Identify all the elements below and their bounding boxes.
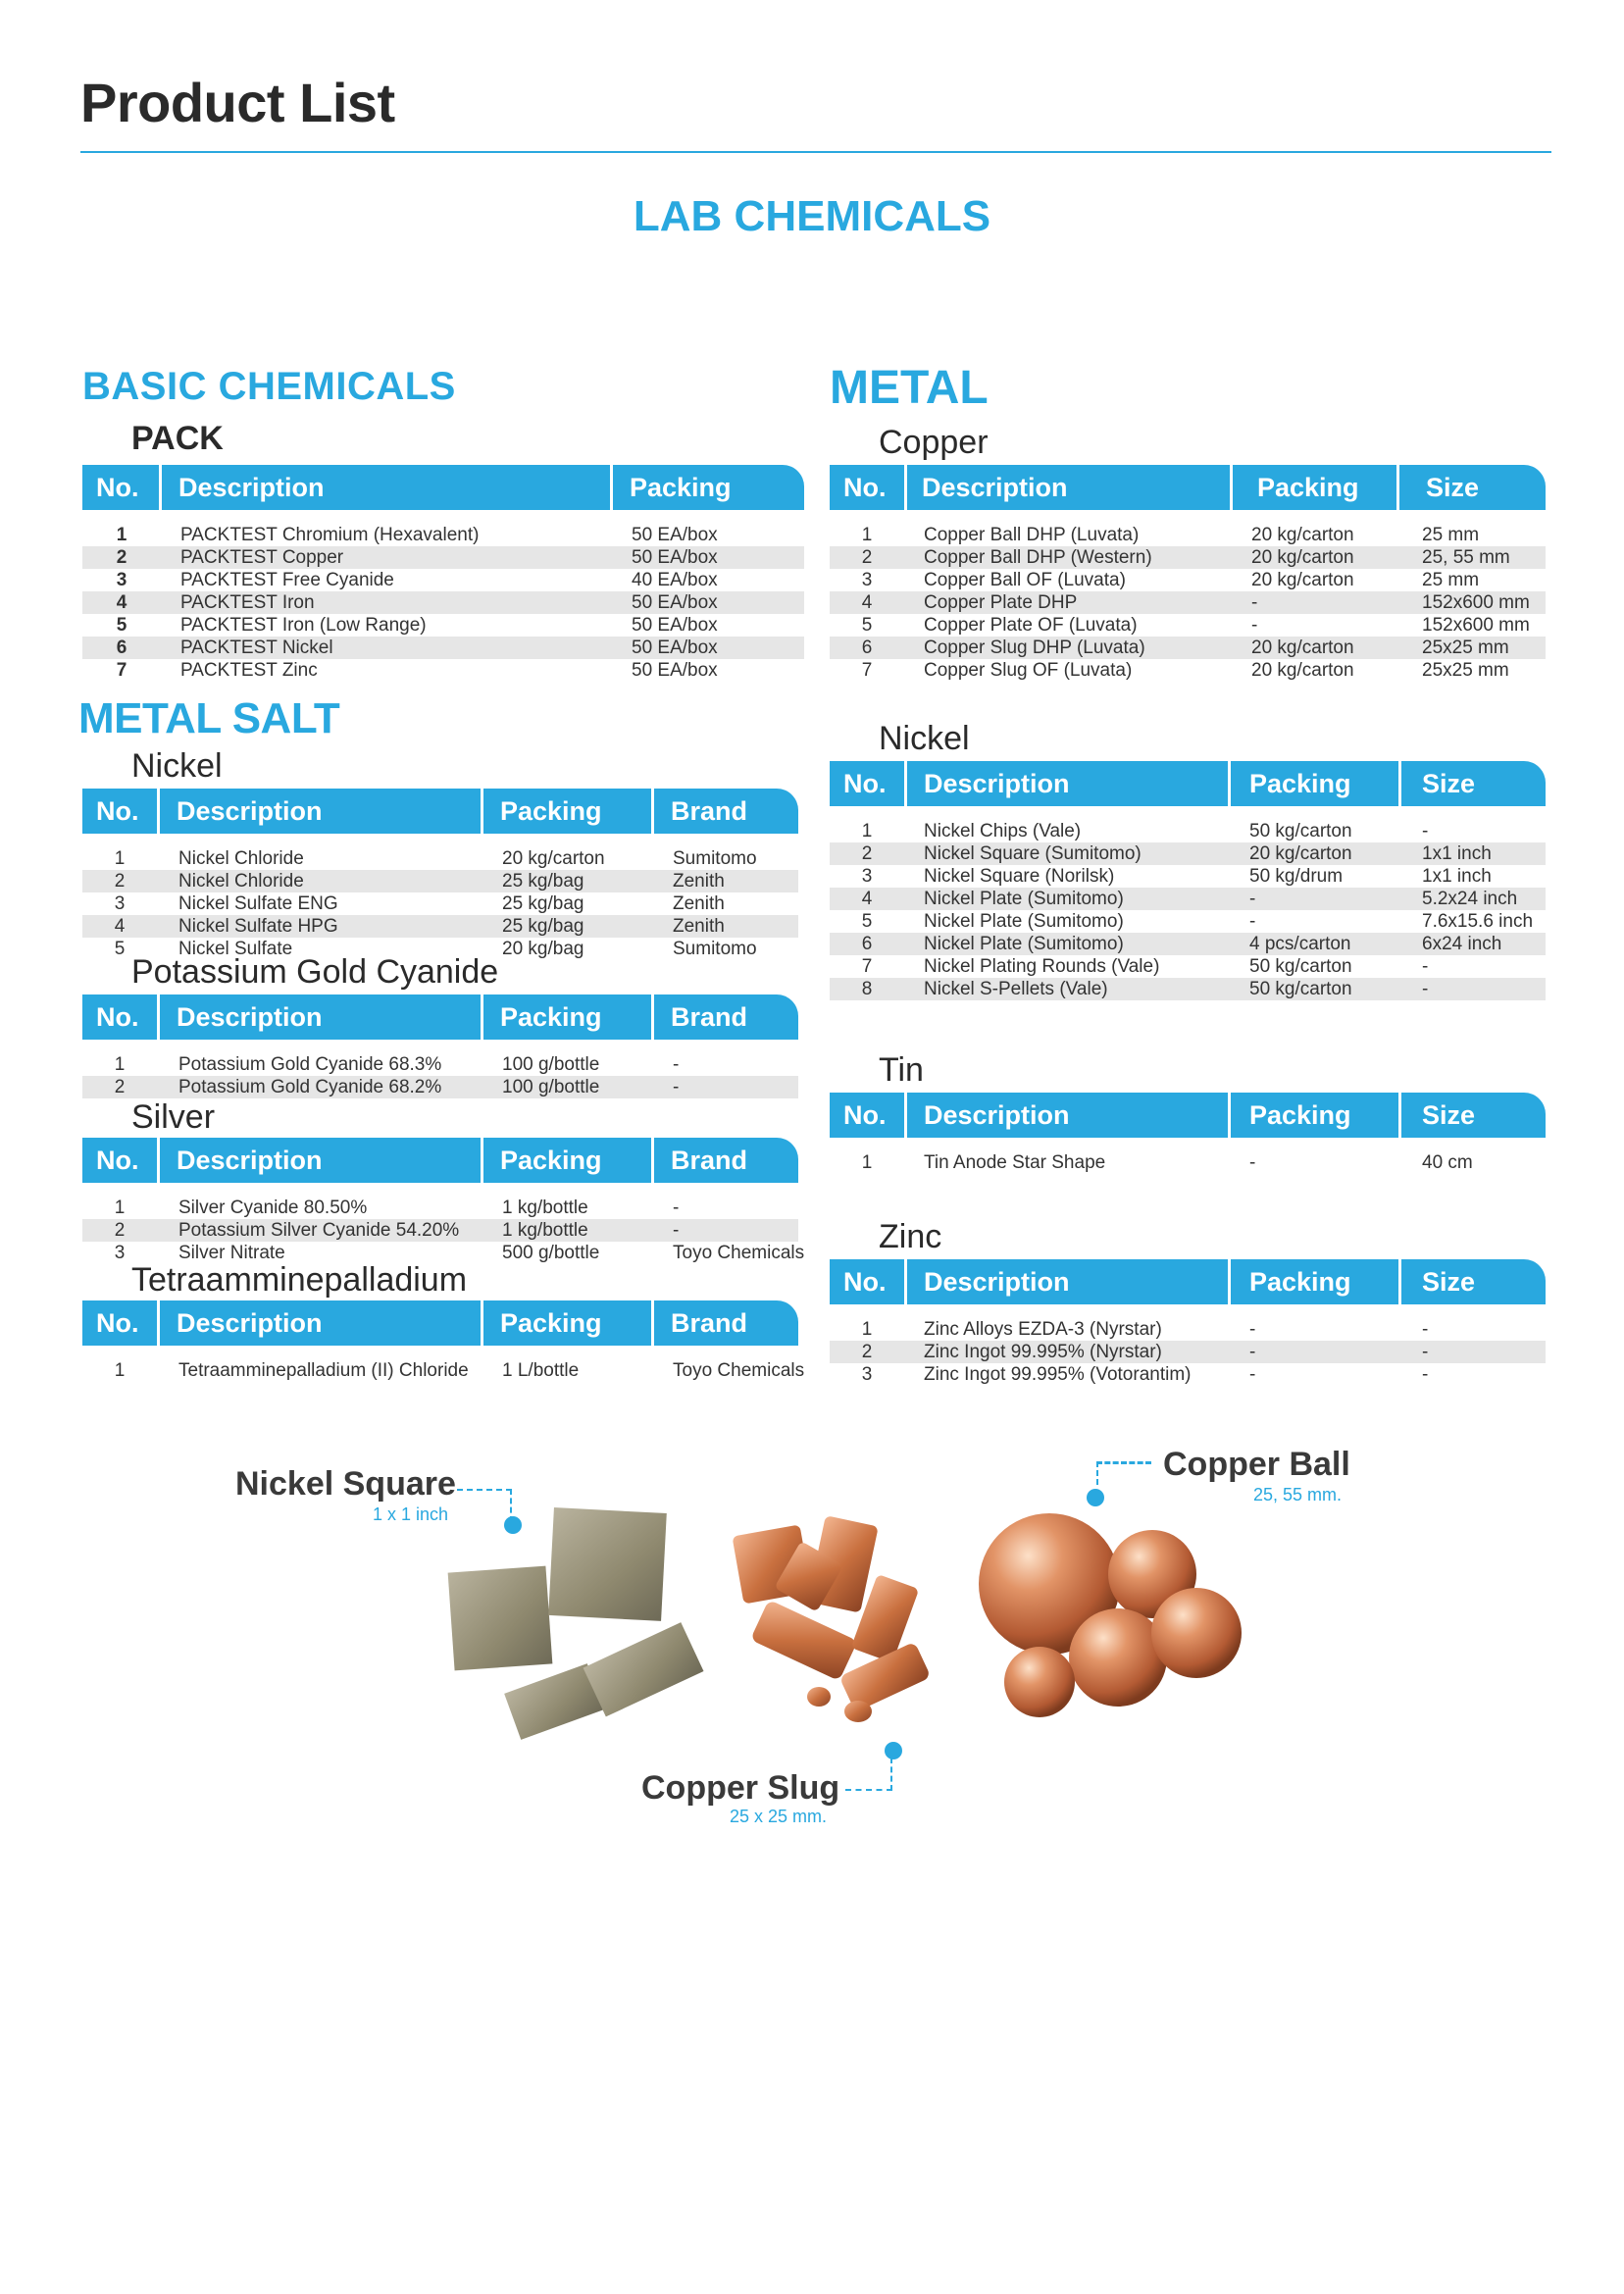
table-row	[82, 546, 804, 569]
nickel-square-label: Nickel Square	[235, 1465, 456, 1503]
table-cell: 1	[114, 1054, 126, 1075]
table-cell: Copper Slug OF (Luvata)	[924, 660, 1133, 681]
table-cell: -	[1422, 979, 1429, 999]
table-row	[82, 847, 798, 870]
table-cell: 5	[861, 615, 873, 636]
column-header-size: Size	[1422, 1100, 1476, 1130]
table-row	[830, 933, 1546, 955]
page-title: Product List	[80, 72, 395, 133]
table-cell: 3	[861, 1364, 873, 1385]
column-header-description: Description	[922, 473, 1068, 502]
gold-table	[82, 994, 798, 1098]
column-divider	[157, 1138, 160, 1183]
table-row	[830, 842, 1546, 865]
table-cell: Zinc Alloys EZDA-3 (Nyrstar)	[924, 1319, 1162, 1340]
table-cell: Zinc Ingot 99.995% (Nyrstar)	[924, 1342, 1162, 1362]
table-cell: Zenith	[673, 916, 725, 937]
product-photos	[431, 1471, 1314, 1765]
column-divider	[1228, 761, 1231, 806]
table-row	[82, 524, 804, 546]
table-cell: 4	[114, 916, 126, 937]
table-cell: 3	[114, 893, 126, 914]
table-cell: -	[1422, 1342, 1429, 1362]
copper-slug-leader	[845, 1758, 892, 1791]
column-header-packing: Packing	[1249, 1100, 1351, 1130]
copper-table	[830, 465, 1546, 682]
table-cell: 6	[861, 934, 873, 954]
table-cell: Zenith	[673, 893, 725, 914]
table-cell: 50 kg/carton	[1249, 956, 1352, 977]
table-cell: -	[673, 1198, 680, 1218]
column-header-size: Size	[1422, 1267, 1476, 1297]
table-cell: 25 mm	[1422, 570, 1480, 590]
table-cell: PACKTEST Nickel	[180, 637, 333, 658]
copper-ball-marker	[1087, 1489, 1104, 1506]
column-header-packing: Packing	[1249, 769, 1351, 798]
table-cell: 50 EA/box	[632, 637, 718, 658]
table-cell: 6x24 inch	[1422, 934, 1502, 954]
column-header-no: No.	[96, 1146, 139, 1175]
table-cell: Copper Plate OF (Luvata)	[924, 615, 1138, 636]
table-cell: Copper Plate DHP	[924, 592, 1078, 613]
column-header-description: Description	[924, 1267, 1070, 1297]
column-divider	[1228, 1093, 1231, 1138]
table-cell: 2	[861, 547, 873, 568]
table-cell: Nickel Plate (Sumitomo)	[924, 889, 1124, 909]
table-cell: 5	[861, 911, 873, 932]
table-cell: PACKTEST Chromium (Hexavalent)	[180, 525, 480, 545]
column-divider	[904, 1093, 907, 1138]
table-cell: 152x600 mm	[1422, 592, 1530, 613]
table-cell: 25x25 mm	[1422, 660, 1509, 681]
table-cell: Sumitomo	[673, 939, 757, 959]
copper-slug-photo	[732, 1515, 931, 1722]
column-header-packing: Packing	[1257, 473, 1359, 502]
table-cell: PACKTEST Iron (Low Range)	[180, 615, 427, 636]
table-row	[830, 659, 1546, 682]
table-row	[830, 820, 1546, 842]
zinc-table	[830, 1259, 1546, 1386]
table-cell: Nickel Plating Rounds (Vale)	[924, 956, 1160, 977]
table-cell: 25 kg/bag	[502, 893, 584, 914]
table-row	[830, 910, 1546, 933]
table-cell: 1	[861, 1319, 873, 1340]
column-header-brand: Brand	[671, 1308, 748, 1338]
table-cell: 7	[861, 660, 873, 681]
table-header	[82, 789, 798, 834]
table-cell: Nickel Chloride	[178, 871, 304, 892]
table-cell: 1x1 inch	[1422, 843, 1492, 864]
table-cell: 2	[116, 547, 127, 568]
column-divider	[157, 789, 160, 834]
table-row	[830, 591, 1546, 614]
table-cell: -	[1422, 956, 1429, 977]
table-cell: 6	[116, 637, 127, 658]
section-title-pack: PACK	[131, 420, 224, 457]
table-cell: 50 EA/box	[632, 660, 718, 681]
table-cell: -	[1249, 911, 1256, 932]
table-cell: 5	[116, 615, 127, 636]
table-cell: 20 kg/carton	[1251, 660, 1354, 681]
copper-slug-label: Copper Slug	[641, 1769, 840, 1807]
section-title-silver: Silver	[131, 1098, 216, 1136]
table-cell: 1 kg/bottle	[502, 1220, 588, 1241]
table-row	[82, 637, 804, 659]
nickel-square-photo	[448, 1507, 704, 1740]
column-divider	[481, 1300, 483, 1346]
table-cell: Nickel Square (Norilsk)	[924, 866, 1115, 887]
section-title-palladium: Tetraamminepalladium	[131, 1261, 468, 1299]
table-row	[830, 1341, 1546, 1363]
pack-table	[82, 465, 804, 682]
table-cell: Nickel Chips (Vale)	[924, 821, 1082, 841]
column-divider	[1230, 465, 1233, 510]
table-cell: Zenith	[673, 871, 725, 892]
table-cell: 1x1 inch	[1422, 866, 1492, 887]
column-divider	[1396, 465, 1399, 510]
table-cell: 2	[114, 1220, 126, 1241]
table-cell: Nickel Sulfate ENG	[178, 893, 338, 914]
column-divider	[1398, 1259, 1401, 1304]
table-cell: -	[673, 1077, 680, 1097]
salt-nickel-table	[82, 789, 798, 960]
table-cell: 5.2x24 inch	[1422, 889, 1518, 909]
table-cell: Toyo Chemicals	[673, 1360, 805, 1381]
table-cell: 2	[114, 1077, 126, 1097]
column-divider	[1228, 1259, 1231, 1304]
table-cell: Silver Cyanide 80.50%	[178, 1198, 368, 1218]
table-cell: 8	[861, 979, 873, 999]
table-row	[82, 1242, 805, 1264]
table-cell: 40 cm	[1422, 1152, 1473, 1173]
table-cell: Tetraamminepalladium (II) Chloride	[178, 1360, 469, 1381]
column-header-no: No.	[843, 1267, 887, 1297]
table-cell: -	[1251, 592, 1258, 613]
table-cell: 6	[861, 637, 873, 658]
table-cell: 25 mm	[1422, 525, 1480, 545]
table-row	[82, 938, 798, 960]
table-cell: Nickel Chloride	[178, 848, 304, 869]
table-cell: 20 kg/carton	[1251, 570, 1354, 590]
copper-ball-label: Copper Ball	[1163, 1446, 1350, 1483]
table-cell: 1	[116, 525, 127, 545]
palladium-table	[82, 1300, 805, 1382]
table-cell: 20 kg/bag	[502, 939, 584, 959]
nickel-square-leader	[457, 1489, 512, 1522]
table-cell: 50 kg/carton	[1249, 821, 1352, 841]
table-cell: -	[673, 1220, 680, 1241]
column-header-description: Description	[924, 769, 1070, 798]
column-divider	[481, 789, 483, 834]
table-cell: 152x600 mm	[1422, 615, 1530, 636]
table-cell: -	[1249, 1364, 1256, 1385]
table-cell: Copper Ball DHP (Luvata)	[924, 525, 1140, 545]
column-header-description: Description	[177, 1002, 323, 1032]
copper-ball-size: 25, 55 mm.	[1253, 1485, 1343, 1504]
copper-slug-size: 25 x 25 mm.	[730, 1807, 828, 1826]
column-header-no: No.	[843, 1100, 887, 1130]
table-cell: Toyo Chemicals	[673, 1243, 805, 1263]
column-divider	[651, 789, 654, 834]
table-cell: Sumitomo	[673, 848, 757, 869]
column-header-description: Description	[178, 473, 325, 502]
table-cell: 4	[116, 592, 127, 613]
table-header	[82, 1138, 798, 1183]
silver-table	[82, 1138, 805, 1264]
table-header	[82, 994, 798, 1040]
table-header	[82, 1300, 798, 1346]
table-cell: -	[1249, 1342, 1256, 1362]
copper-ball-leader	[1096, 1461, 1151, 1485]
table-row	[82, 591, 804, 614]
table-row	[830, 978, 1546, 1000]
column-divider	[159, 465, 162, 510]
tin-table	[830, 1093, 1546, 1174]
section-title-metal-nickel: Nickel	[879, 720, 970, 757]
column-header-no: No.	[96, 1308, 139, 1338]
table-cell: 4	[861, 889, 873, 909]
table-cell: 50 EA/box	[632, 547, 718, 568]
table-cell: 20 kg/carton	[1249, 843, 1352, 864]
column-header-description: Description	[177, 796, 323, 826]
table-cell: 3	[861, 570, 873, 590]
table-row	[830, 1318, 1546, 1341]
table-cell: 1	[861, 525, 873, 545]
table-cell: -	[1422, 821, 1429, 841]
section-title-copper: Copper	[879, 424, 989, 461]
table-cell: 20 kg/carton	[1251, 637, 1354, 658]
column-header-packing: Packing	[1249, 1267, 1351, 1297]
table-cell: 50 kg/drum	[1249, 866, 1344, 887]
table-cell: -	[1251, 615, 1258, 636]
table-cell: 2	[861, 1342, 873, 1362]
table-header	[82, 465, 804, 510]
table-cell: 3	[114, 1243, 126, 1263]
table-cell: PACKTEST Free Cyanide	[180, 570, 394, 590]
table-cell: -	[1249, 1319, 1256, 1340]
nickel-square-size: 1 x 1 inch	[373, 1504, 449, 1524]
table-cell: 3	[116, 570, 127, 590]
table-cell: 20 kg/carton	[1251, 547, 1354, 568]
table-cell: PACKTEST Copper	[180, 547, 344, 568]
table-row	[82, 1076, 798, 1098]
table-row	[82, 915, 798, 938]
column-header-size: Size	[1426, 473, 1480, 502]
table-cell: Silver Nitrate	[178, 1243, 285, 1263]
column-header-description: Description	[177, 1308, 323, 1338]
column-header-no: No.	[843, 473, 887, 502]
category-metal: METAL	[830, 362, 989, 414]
table-cell: 1	[114, 1360, 126, 1381]
table-cell: 1	[114, 1198, 126, 1218]
column-divider	[481, 1138, 483, 1183]
column-divider	[651, 994, 654, 1040]
column-divider	[481, 994, 483, 1040]
copper-ball-photo	[979, 1513, 1242, 1717]
column-header-no: No.	[843, 769, 887, 798]
table-cell: 25 kg/bag	[502, 916, 584, 937]
table-cell: 2	[861, 843, 873, 864]
table-row	[82, 892, 798, 915]
table-cell: 4 pcs/carton	[1249, 934, 1351, 954]
title-divider	[80, 151, 1551, 153]
table-cell: 25 kg/bag	[502, 871, 584, 892]
column-divider	[904, 1259, 907, 1304]
column-header-no: No.	[96, 473, 139, 502]
column-header-packing: Packing	[500, 796, 602, 826]
table-row	[830, 637, 1546, 659]
column-divider	[904, 761, 907, 806]
section-title-zinc: Zinc	[879, 1218, 942, 1255]
column-header-description: Description	[924, 1100, 1070, 1130]
table-row	[830, 955, 1546, 978]
table-cell: Copper Ball OF (Luvata)	[924, 570, 1126, 590]
category-basic-chemicals: BASIC CHEMICALS	[82, 365, 456, 408]
table-cell: 25, 55 mm	[1422, 547, 1510, 568]
table-row	[82, 659, 804, 682]
table-cell: 7.6x15.6 inch	[1422, 911, 1534, 932]
table-cell: Tin Anode Star Shape	[924, 1152, 1106, 1173]
table-cell: 50 EA/box	[632, 615, 718, 636]
table-cell: -	[1422, 1364, 1429, 1385]
table-cell: Nickel Sulfate HPG	[178, 916, 338, 937]
table-row	[830, 1151, 1546, 1174]
column-divider	[651, 1138, 654, 1183]
table-header	[830, 1259, 1546, 1304]
table-row	[82, 1197, 798, 1219]
table-cell: 1 L/bottle	[502, 1360, 580, 1381]
table-cell: 5	[114, 939, 126, 959]
column-divider	[1398, 761, 1401, 806]
table-cell: 3	[861, 866, 873, 887]
column-header-packing: Packing	[500, 1146, 602, 1175]
table-cell: Copper Slug DHP (Luvata)	[924, 637, 1145, 658]
table-cell: -	[673, 1054, 680, 1075]
table-row	[830, 614, 1546, 637]
nickel-square-marker	[504, 1516, 522, 1534]
table-cell: 7	[116, 660, 127, 681]
table-cell: 50 EA/box	[632, 525, 718, 545]
table-cell: Nickel Sulfate	[178, 939, 293, 959]
section-title-salt-nickel: Nickel	[131, 747, 223, 785]
column-header-packing: Packing	[500, 1308, 602, 1338]
table-cell: 100 g/bottle	[502, 1077, 600, 1097]
table-header	[830, 465, 1546, 510]
table-cell: Potassium Gold Cyanide 68.2%	[178, 1077, 442, 1097]
table-cell: 2	[114, 871, 126, 892]
metal-nickel-table	[830, 761, 1546, 1000]
table-row	[82, 1359, 805, 1382]
table-row	[830, 524, 1546, 546]
column-divider	[157, 994, 160, 1040]
table-cell: 40 EA/box	[632, 570, 718, 590]
table-row	[82, 1053, 798, 1076]
section-title-tin: Tin	[879, 1051, 924, 1089]
table-cell: Nickel Plate (Sumitomo)	[924, 934, 1124, 954]
table-cell: PACKTEST Zinc	[180, 660, 318, 681]
table-cell: Zinc Ingot 99.995% (Votorantim)	[924, 1364, 1192, 1385]
section-title-gold: Potassium Gold Cyanide	[131, 953, 499, 991]
category-metal-salt: METAL SALT	[78, 694, 340, 742]
table-cell: 20 kg/carton	[502, 848, 605, 869]
table-row	[82, 614, 804, 637]
table-cell: 1	[861, 1152, 873, 1173]
table-cell: 7	[861, 956, 873, 977]
column-header-brand: Brand	[671, 1146, 748, 1175]
table-row	[830, 569, 1546, 591]
table-cell: Potassium Silver Cyanide 54.20%	[178, 1220, 460, 1241]
table-cell: PACKTEST Iron	[180, 592, 315, 613]
table-cell: 4	[861, 592, 873, 613]
table-cell: -	[1422, 1319, 1429, 1340]
table-cell: 1	[114, 848, 126, 869]
column-divider	[904, 465, 907, 510]
table-row	[830, 1363, 1546, 1386]
table-row	[82, 870, 798, 892]
column-divider	[157, 1300, 160, 1346]
column-header-no: No.	[96, 796, 139, 826]
column-divider	[1398, 1093, 1401, 1138]
table-row	[82, 569, 804, 591]
column-header-brand: Brand	[671, 1002, 748, 1032]
table-cell: 1	[861, 821, 873, 841]
table-cell: 25x25 mm	[1422, 637, 1509, 658]
column-header-packing: Packing	[630, 473, 732, 502]
table-header	[830, 1093, 1546, 1138]
table-cell: -	[1249, 889, 1256, 909]
column-header-description: Description	[177, 1146, 323, 1175]
column-header-packing: Packing	[500, 1002, 602, 1032]
table-cell: 50 EA/box	[632, 592, 718, 613]
table-row	[830, 546, 1546, 569]
column-header-no: No.	[96, 1002, 139, 1032]
copper-slug-marker	[885, 1742, 902, 1759]
table-cell: Nickel S-Pellets (Vale)	[924, 979, 1108, 999]
main-heading: LAB CHEMICALS	[633, 192, 991, 240]
table-cell: Nickel Plate (Sumitomo)	[924, 911, 1124, 932]
table-row	[82, 1219, 798, 1242]
column-header-size: Size	[1422, 769, 1476, 798]
table-header	[830, 761, 1546, 806]
column-divider	[651, 1300, 654, 1346]
table-cell: 500 g/bottle	[502, 1243, 600, 1263]
table-row	[830, 888, 1546, 910]
table-cell: Nickel Square (Sumitomo)	[924, 843, 1142, 864]
column-divider	[610, 465, 613, 510]
table-cell: 1 kg/bottle	[502, 1198, 588, 1218]
column-header-brand: Brand	[671, 796, 748, 826]
table-cell: Copper Ball DHP (Western)	[924, 547, 1152, 568]
table-cell: Potassium Gold Cyanide 68.3%	[178, 1054, 442, 1075]
table-row	[830, 865, 1546, 888]
table-cell: 20 kg/carton	[1251, 525, 1354, 545]
table-cell: -	[1249, 1152, 1256, 1173]
table-cell: 100 g/bottle	[502, 1054, 600, 1075]
table-cell: 50 kg/carton	[1249, 979, 1352, 999]
